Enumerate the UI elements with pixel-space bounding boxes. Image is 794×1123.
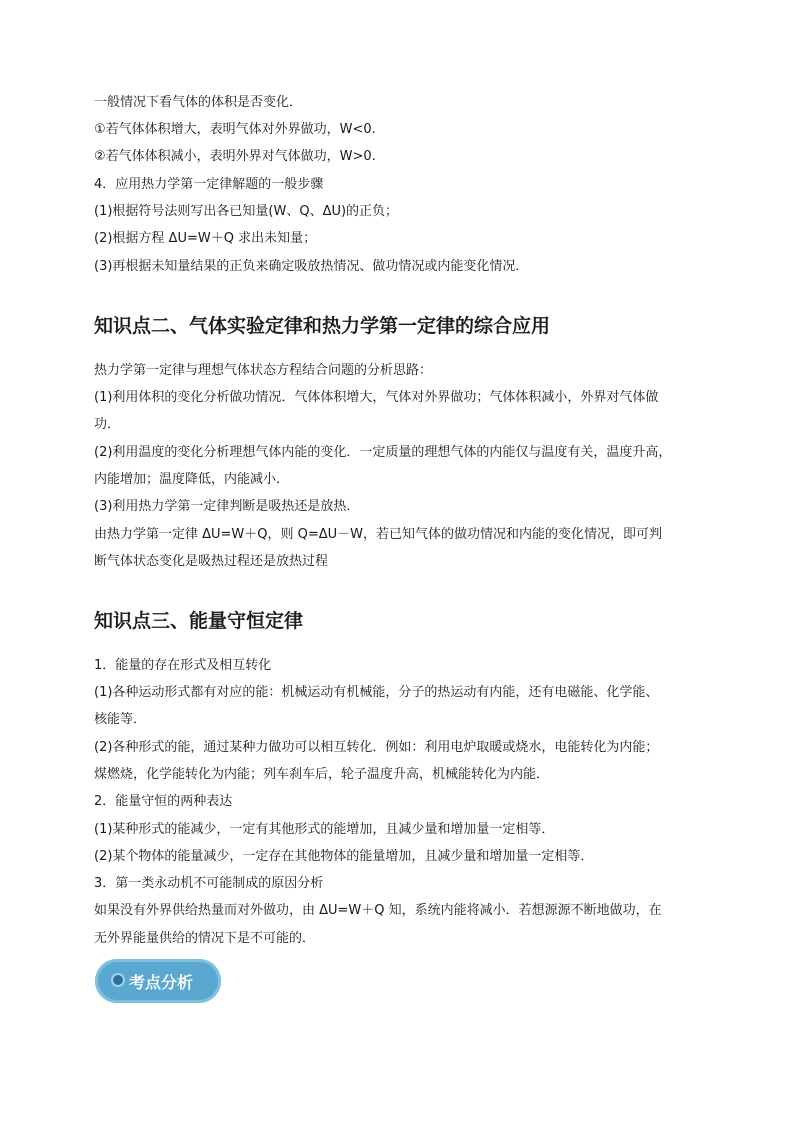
paragraph-line: 内能增加；温度降低，内能减小． [94, 472, 290, 487]
paragraph-line: (2)各种形式的能，通过某种力做功可以相互转化．例如：利用电炉取暖或烧水，电能转化为内能； [94, 740, 659, 755]
paragraph-line: (1)各种运动形式都有对应的能：机械运动有机械能，分子的热运动有内能，还有电磁能、化学能、 [94, 685, 659, 700]
step-heading: 4．应用热力学第一定律解题的一般步骤 [94, 177, 324, 192]
bullet-dot-icon [113, 975, 123, 985]
step-heading: 1．能量的存在形式及相互转化 [94, 658, 272, 673]
exam-analysis-badge [95, 959, 221, 1003]
paragraph-line: (1)根据符号法则写出各已知量(W、Q、ΔU)的正负； [94, 204, 399, 219]
paragraph-line: (2)利用温度的变化分析理想气体内能的变化．一定质量的理想气体的内能仅与温度有关，温度升高， [94, 445, 672, 460]
paragraph-line: (2)根据方程 ΔU=W＋Q 求出未知量； [94, 231, 317, 246]
paragraph-line: (2)某个物体的能量减少，一定存在其他物体的能量增加，且减少量和增加量一定相等． [94, 849, 594, 864]
step-heading: 3．第一类永动机不可能制成的原因分析 [94, 876, 324, 891]
paragraph-line: ②若气体体积减小，表明外界对气体做功，W>0. [94, 149, 376, 164]
paragraph-line: 热力学第一定律与理想气体状态方程结合问题的分析思路： [94, 363, 433, 378]
paragraph-line: 无外界能量供给的情况下是不可能的． [94, 931, 316, 946]
paragraph-line: 煤燃烧，化学能转化为内能；列车刹车后，轮子温度升高，机械能转化为内能． [94, 767, 550, 782]
badge-label: 考点分析 [129, 973, 194, 992]
step-heading: 2．能量守恒的两种表达 [94, 794, 233, 809]
paragraph-line: (3)再根据未知量结果的正负来确定吸放热情况、做功情况或内能变化情况． [94, 259, 529, 274]
paragraph-line: 断气体状态变化是吸热过程还是放热过程 [94, 554, 329, 569]
paragraph-line: 功． [94, 417, 121, 432]
paragraph-line: (1)某种形式的能减少，一定有其他形式的能增加，且减少量和增加量一定相等． [94, 822, 555, 837]
section-heading: 知识点三、能量守恒定律 [94, 610, 304, 632]
paragraph-line: ①若气体体积增大，表明气体对外界做功，W<0. [94, 122, 376, 137]
paragraph-line: 由热力学第一定律 ΔU=W＋Q，则 Q=ΔU－W，若已知气体的做功情况和内能的变化情况，即可判 [94, 527, 663, 542]
paragraph-line: (1)利用体积的变化分析做功情况．气体体积增大，气体对外界做功；气体体积减小，外界对气体做 [94, 390, 659, 405]
paragraph-line: (3)利用热力学第一定律判断是吸热还是放热． [94, 499, 360, 514]
paragraph-line: 一般情况下看气体的体积是否变化． [94, 95, 303, 110]
paragraph-line: 如果没有外界供给热量而对外做功，由 ΔU=W＋Q 知，系统内能将减小．若想源源不断地做功，在 [94, 903, 662, 918]
section-heading: 知识点二、气体实验定律和热力学第一定律的综合应用 [94, 315, 551, 337]
paragraph-line: 核能等． [94, 712, 147, 727]
